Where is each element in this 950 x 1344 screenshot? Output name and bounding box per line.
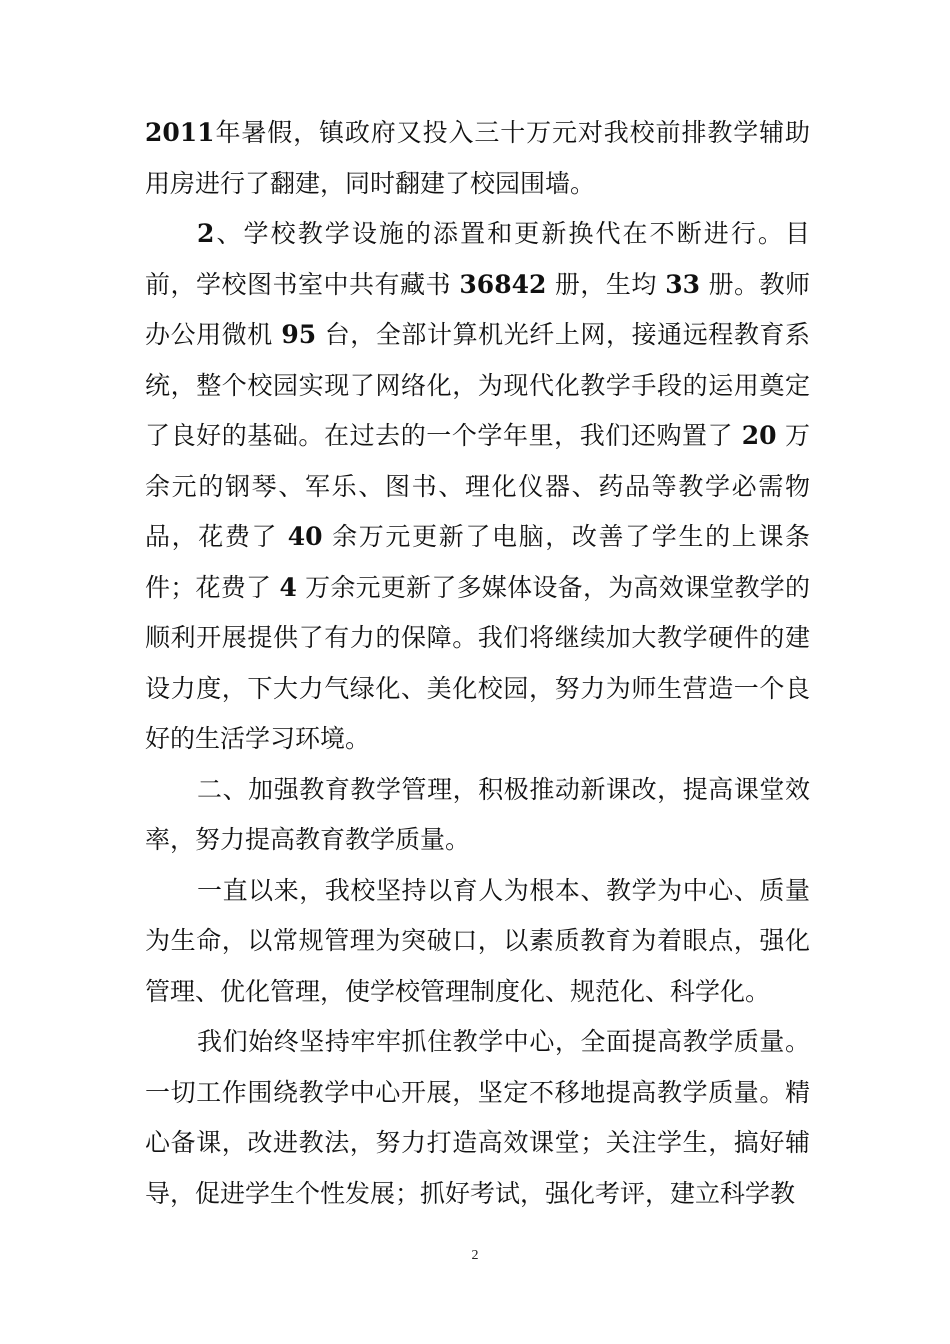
paragraph-4: 一直以来，我校坚持以育人为根本、教学为中心、质量为生命，以常规管理为突破口，以素质教育为着眼点，强化管理、优化管理，使学校管理制度化、规范化、科学化。 (145, 875, 810, 1006)
body-text (145, 108, 810, 1219)
paragraph-5: 我们始终坚持牢牢抓住教学中心，全面提高教学质量。一切工作围绕教学中心开展，坚定不移地提高教学质量。精心备课，改进教法，努力打造高效课堂；关注学生，搞好辅导，促进学生个性发展；抓好考试，强化考评，建立科学教 (145, 1027, 810, 1208)
paragraph-2: 2、学校教学设施的添置和更新换代在不断进行。目前，学校图书室中共有藏书 36842 册，生均 33 册。教师办公用微机 95 台，全部计算机光纤上网，接通远程教育系统，整个校园实现了网络化，为现代化教学手段的运用奠定了良好的基础。在过去的一个学年里，我们还购置了 20 万余元的钢琴、军乐、图书、理化仪器、药品等教学必需物品，花费了 40 余万元更新了电脑，改善了学生的上课条件；花费了 4 万余元更新了多媒体设备，为高效课堂教学的顺利开展提供了有力的保障。我们将继续加大教学硬件的建设力度，下大力气绿化、美化校园，努力为师生营造一个良好的生活学习环境。 (145, 219, 811, 753)
paragraph-1: 2011年暑假，镇政府又投入三十万元对我校前排教学辅助用房进行了翻建，同时翻建了校园围墙。 (145, 118, 810, 198)
page-number: 2 (471, 1248, 479, 1263)
paragraph-3: 二、加强教育教学管理，积极推动新课改，提高课堂效率，努力提高教育教学质量。 (145, 774, 810, 854)
